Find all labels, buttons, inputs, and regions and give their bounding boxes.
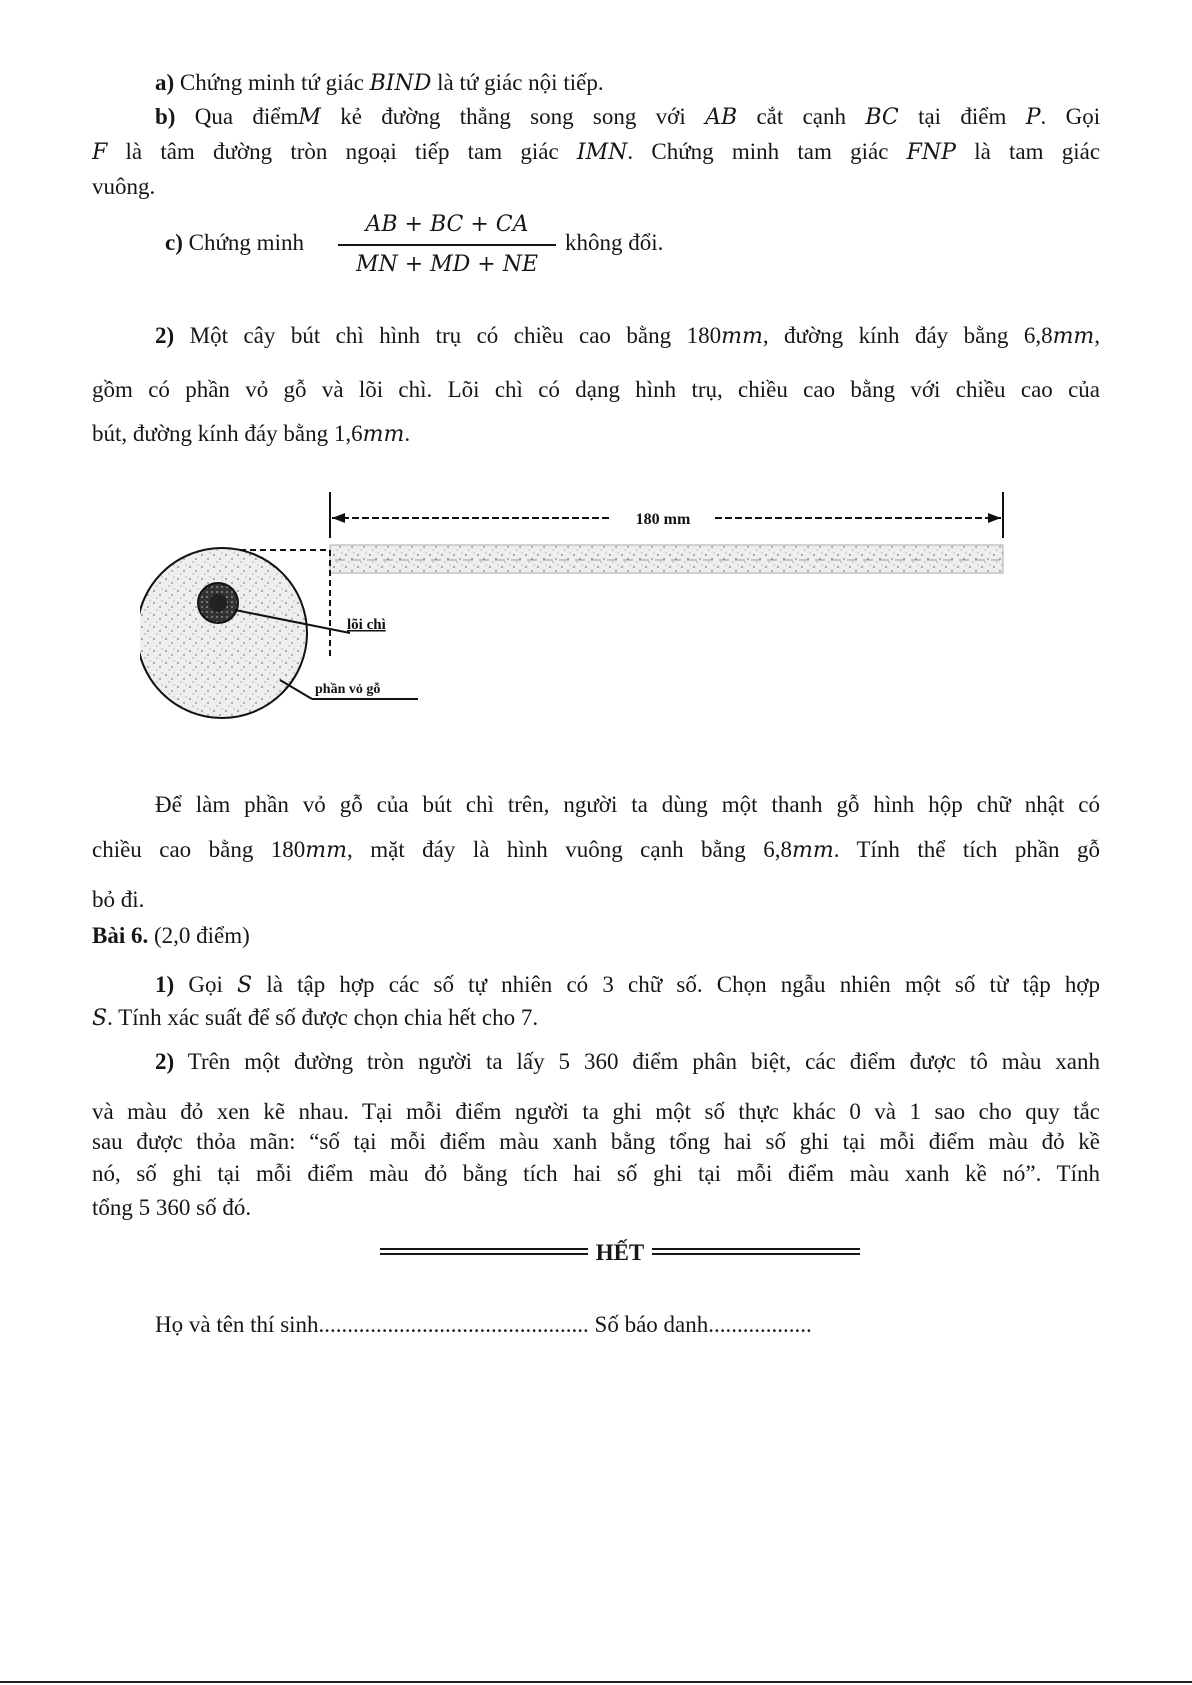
bai6-q1-line-2: S. Tính xác suất để số được chọn chia hết cho 7. bbox=[92, 1005, 539, 1031]
bai6-q2-line-3: sau được thỏa mãn: “số tại mỗi điểm màu xanh bằng tổng hai số ghi tại mỗi điểm màu đỏ kề bbox=[92, 1129, 1100, 1154]
end-text: HẾT bbox=[595, 1240, 645, 1265]
core-label: lõi chì bbox=[347, 617, 386, 633]
part-b-line-3: vuông. bbox=[92, 174, 156, 199]
end-rule-right bbox=[652, 1248, 860, 1255]
fraction-numerator: AB + BC + CA bbox=[338, 210, 556, 246]
candidate-id-label: Số báo danh bbox=[594, 1312, 709, 1337]
arrow-left bbox=[332, 513, 345, 523]
problem-2-line-1: 2) Một cây bút chì hình trụ có chiều cao bằng 180mm, đường kính đáy bằng 6,8mm, bbox=[155, 323, 1101, 349]
bai6-heading: Bài 6. (2,0 điểm) bbox=[92, 923, 250, 948]
problem-2-line-2: gồm có phần vỏ gỗ và lõi chì. Lõi chì có dạng hình trụ, chiều cao bằng với chiều cao của bbox=[92, 377, 1100, 402]
page-bottom-rule bbox=[0, 1681, 1192, 1683]
candidate-name-field[interactable]: ............................................... bbox=[318, 1312, 589, 1337]
part-c-prefix: c) Chứng minh bbox=[165, 230, 304, 255]
candidate-name-label: Họ và tên thí sinh bbox=[155, 1312, 319, 1337]
question-line-3: bỏ đi. bbox=[92, 887, 145, 912]
bai6-q2-line-5: tổng 5 360 số đó. bbox=[92, 1195, 252, 1220]
length-label: 180 mm bbox=[635, 511, 691, 528]
part-b-line-2: F là tâm đường tròn ngoại tiếp tam giác IMN. Chứng minh tam giác FNP là tam giác bbox=[92, 139, 1101, 165]
candidate-info bbox=[155, 1310, 1100, 1340]
question-line-2: chiều cao bằng 180mm, mặt đáy là hình vuông cạnh bằng 6,8mm. Tính thể tích phần gỗ bbox=[92, 837, 1101, 863]
cross-section-wood bbox=[140, 548, 307, 718]
candidate-id-field[interactable]: .................. bbox=[708, 1312, 812, 1337]
shell-label: phần vỏ gỗ bbox=[315, 682, 381, 697]
pencil-figure bbox=[140, 480, 1020, 740]
bai6-q1-line-1: 1) Gọi S là tập hợp các số tự nhiên có 3 chữ số. Chọn ngẫu nhiên một số từ tập hợp bbox=[155, 972, 1101, 998]
part-a: a) Chứng minh tứ giác BIND là tứ giác nội tiếp. bbox=[155, 70, 604, 96]
part-c-suffix: không đổi. bbox=[565, 230, 664, 255]
question-line-1: Để làm phần vỏ gỗ của bút chì trên, người ta dùng một thanh gỗ hình hộp chữ nhật có bbox=[155, 792, 1100, 817]
arrow-right bbox=[988, 513, 1001, 523]
fraction bbox=[338, 210, 556, 280]
part-b-line-1: b) Qua điểmM kẻ đường thẳng song song với AB cắt cạnh BC tại điểm P. Gọi bbox=[155, 104, 1101, 130]
bai6-q2-line-4: nó, số ghi tại mỗi điểm màu đỏ bằng tích hai số ghi tại mỗi điểm màu xanh kề nó”. Tính bbox=[92, 1161, 1100, 1186]
bai6-q2-line-2: và màu đỏ xen kẽ nhau. Tại mỗi điểm người ta ghi một số thực khác 0 và 1 sao cho quy tắc bbox=[92, 1099, 1101, 1124]
problem-2-line-3: bút, đường kính đáy bằng 1,6mm. bbox=[92, 421, 411, 447]
end-mark bbox=[380, 1238, 860, 1268]
cross-section-core-inner bbox=[209, 594, 227, 612]
end-rule-left bbox=[380, 1248, 588, 1255]
fraction-denominator: MN + MD + NE bbox=[355, 252, 539, 277]
pencil-body bbox=[330, 545, 1003, 573]
bai6-q2-line-1: 2) Trên một đường tròn người ta lấy 5 360 điểm phân biệt, các điểm được tô màu xanh bbox=[155, 1049, 1100, 1074]
